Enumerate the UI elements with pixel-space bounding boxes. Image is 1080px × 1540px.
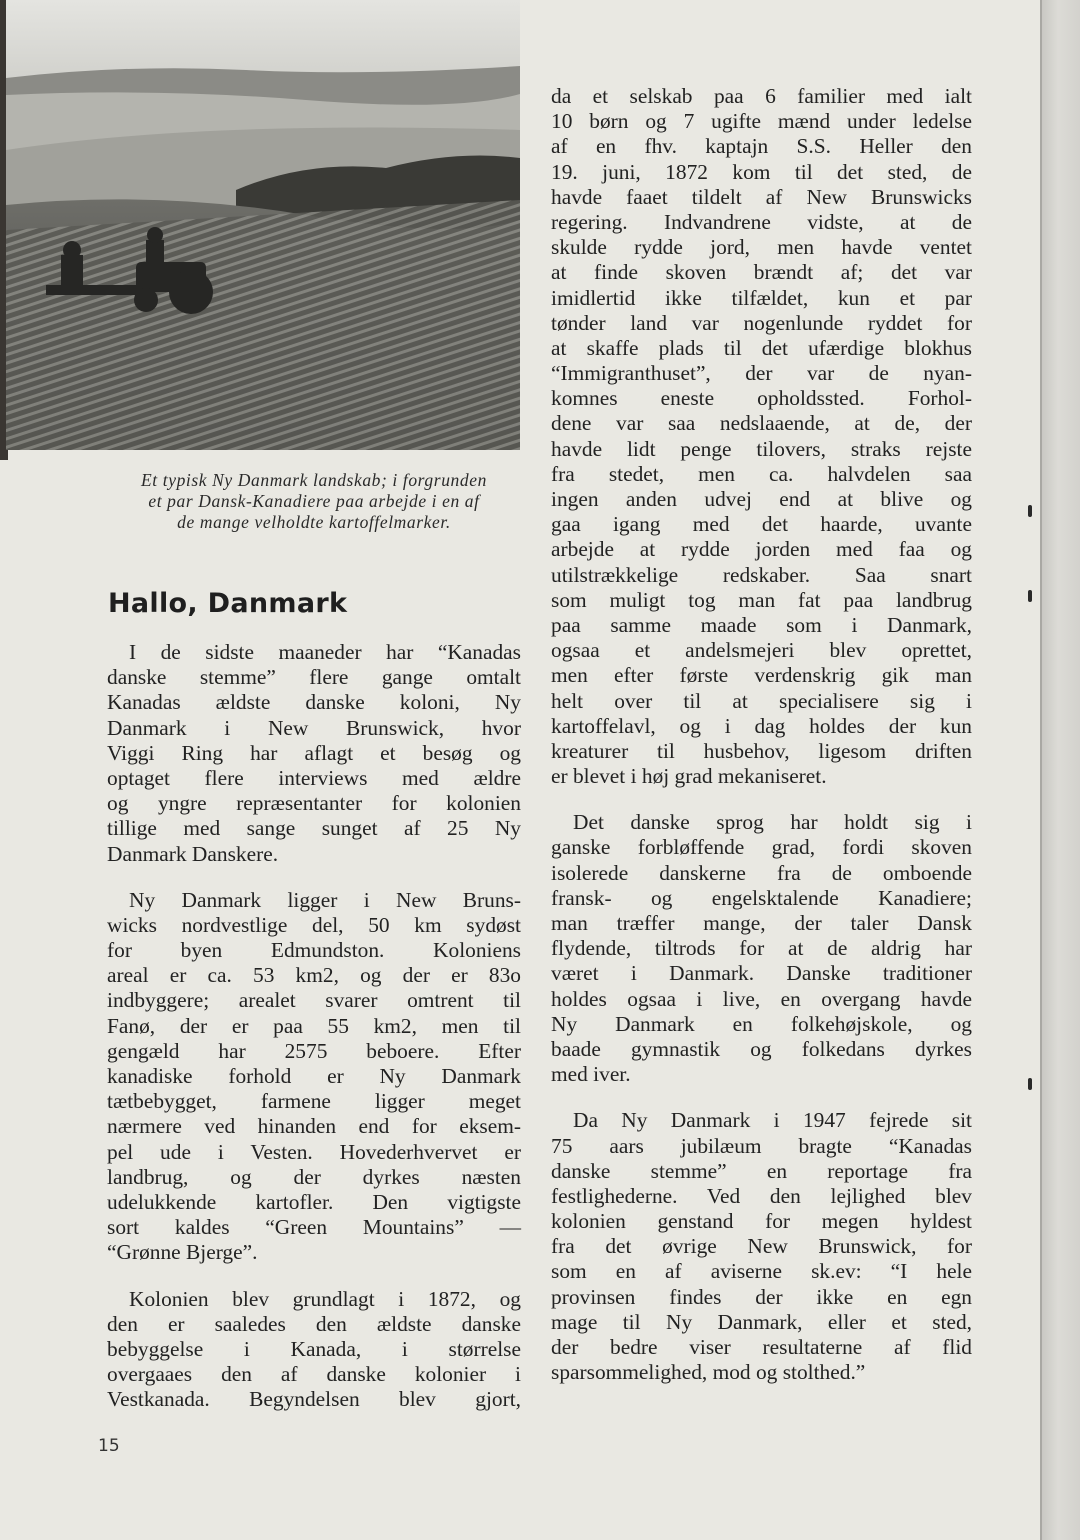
text-line: kanadiske forhold er Ny Danmark [107,1064,521,1088]
text-line: gaa igang med det haarde, uvante [551,512,972,537]
text-line: 10 børn og 7 ugifte mænd under ledelse [551,109,972,134]
text-line: havde faaet tildelt af New Brunswicks [551,184,972,209]
caption-line: et par Dansk-Kanadiere paa arbejde i en af [148,491,480,511]
text-line: Vestkanada. Begyndelsen blev gjort, [107,1387,521,1412]
text-line: mage til Ny Danmark, eller et sted, [551,1309,972,1334]
text-line: for byen Edmundston. Koloniens [107,938,521,963]
text-line: men efter første verdenskrig gik man [551,663,972,688]
text-line: nærmere ved hinanden end for eksem- [107,1114,521,1139]
next-page-edge [1040,0,1080,1540]
text-line: ganske forbløffende grad, fordi skoven [551,835,972,860]
right-column [551,84,972,1385]
paragraph [107,640,521,867]
text-line: man træffer mange, der taler Dansk [551,911,972,935]
paragraph [551,810,972,1087]
text-line: festlighederne. Ved den lejlighed blev [551,1183,972,1208]
text-line: kartoffelavl, og i dag holdes der kun [551,713,972,738]
text-line: fra det øvrige New Brunswick, for [551,1234,972,1259]
text-line: tillige med sange sunget af 25 Ny [107,816,521,841]
text-line: “Grønne Bjerge”. [107,1240,258,1265]
text-line: isolerede danskerne fra de omboende [551,860,972,885]
text-line: Kanadas ældste danske koloni, Ny [107,690,521,715]
text-line: kreaturer til husbehov, ligesom driften [551,738,972,763]
staple-mark [1028,505,1032,517]
text-line: som muligt tog man fat paa landbrug [551,587,972,612]
text-line: ingen anden udvej end at blive og [551,487,972,511]
text-line: helt over til at specialisere sig i [551,688,972,713]
paragraph [551,84,972,789]
text-line: gengæld har 2575 beboere. Efter [107,1038,521,1063]
text-line: paa samme maade som i Danmark, [551,612,972,637]
caption-line: de mange velholdte kartoffelmarker. [177,512,451,532]
text-line: optaget flere interviews med ældre [107,765,521,790]
text-line: havde lidt penge tilovers, straks rejste [551,436,972,461]
text-line: Da Ny Danmark i 1947 fejrede sit [573,1108,972,1133]
text-line: regering. Indvandrene vidste, at de [551,209,972,234]
text-line: kolonien genstand for megen hyldest [551,1209,972,1234]
text-line: baade gymnastik og folkedans dyrkes [551,1036,972,1061]
staple-mark [1028,1078,1032,1090]
text-line: landbrug, og der dyrkes næsten [107,1164,521,1189]
text-line: Viggi Ring har aflagt et besøg og [107,740,521,765]
left-column [107,640,521,1412]
text-line: areal er ca. 53 km2, og der er 83o [107,963,521,988]
text-line: overgaaes den af danske kolonier i [107,1362,521,1387]
text-line: sparsommelighed, mod og stolthed.” [551,1360,866,1385]
landscape-photo [6,0,520,450]
text-line: flydende, tiltrods for at de aldrig har [551,936,972,961]
paragraph [551,1108,972,1385]
text-line: imidlertid ikke tilfældet, kun et par [551,285,972,310]
paragraph [107,888,521,1266]
text-line: med iver. [551,1062,631,1087]
text-line: holdes ogsaa i live, en overgang havde [551,986,972,1011]
text-line: dene var saa nedslaaende, at de, der [551,411,972,436]
text-line: Fanø, der er paa 55 km2, men til [107,1013,521,1038]
paragraph [107,1287,521,1413]
text-line: er blevet i høj grad mekaniseret. [551,764,827,789]
text-line: bebyggelse i Kanada, i størrelse [107,1336,521,1361]
text-line: provinsen findes der ikke en egn [551,1284,972,1309]
text-line: tætbebygget, farmene ligger meget [107,1089,521,1114]
text-line: danske stemme” flere gange omtalt [107,665,521,690]
text-line: danske stemme” en reportage fra [551,1158,972,1183]
article-heading: Hallo, Danmark [108,588,348,619]
text-line: 75 aars jubilæum bragte “Kanadas [551,1133,972,1158]
text-line: 19. juni, 1872 kom til det sted, de [551,159,972,184]
caption-line: Et typisk Ny Danmark landskab; i forgrunden [141,470,487,490]
page-number: 15 [98,1436,120,1456]
photo-caption [100,470,528,533]
text-line: den er saaledes den ældste danske [107,1311,521,1336]
text-line: som en af aviserne sk.ev: “I hele [551,1259,972,1284]
text-line: Danmark i New Brunswick, hvor [107,715,521,740]
staple-mark [1028,590,1032,602]
text-line: at finde skoven brændt af; det var [551,260,972,285]
photo-illustration [6,0,520,450]
text-line: været i Danmark. Danske traditioner [551,961,972,986]
text-line: I de sidste maaneder har “Kanadas [129,640,521,664]
text-line: udelukkende kartofler. Den vigtigste [107,1189,521,1214]
text-line: af en fhv. kaptajn S.S. Heller den [551,134,972,159]
text-line: da et selskab paa 6 familier med ialt [551,84,972,108]
text-line: fransk- og engelsktalende Kanadiere; [551,885,972,910]
text-line: sort kaldes “Green Mountains” — [107,1215,521,1240]
text-line: at skaffe plads til det ufærdige blokhus [551,335,972,360]
text-line: “Immigranthuset”, der var de nyan- [551,361,972,386]
text-line: wicks nordvestlige del, 50 km sydøst [107,912,521,937]
text-line: fra stedet, men ca. halvdelen saa [551,461,972,486]
text-line: utilstrækkelige redskaber. Saa snart [551,562,972,587]
text-line: indbyggere; arealet svarer omtrent til [107,988,521,1013]
text-line: komnes eneste opholdssted. Forhol- [551,386,972,411]
text-line: skulde rydde jord, men havde ventet [551,235,972,260]
text-line: Ny Danmark en folkehøjskole, og [551,1011,972,1036]
text-line: og yngre repræsentanter for kolonien [107,791,521,816]
text-line: tønder land var nogenlunde ryddet for [551,310,972,335]
text-line: arbejde at rydde jorden med faa og [551,537,972,562]
text-line: Danmark Danskere. [107,841,279,866]
text-line: Kolonien blev grundlagt i 1872, og [129,1286,521,1311]
text-line: Det danske sprog har holdt sig i [573,810,972,835]
text-line: der bedre viser resultaterne af flid [551,1335,972,1359]
text-line: Ny Danmark ligger i New Bruns- [129,887,521,912]
text-line: pel ude i Vesten. Hovederhvervet er [107,1139,521,1164]
text-line: ogsaa et andelsmejeri blev oprettet, [551,638,972,663]
